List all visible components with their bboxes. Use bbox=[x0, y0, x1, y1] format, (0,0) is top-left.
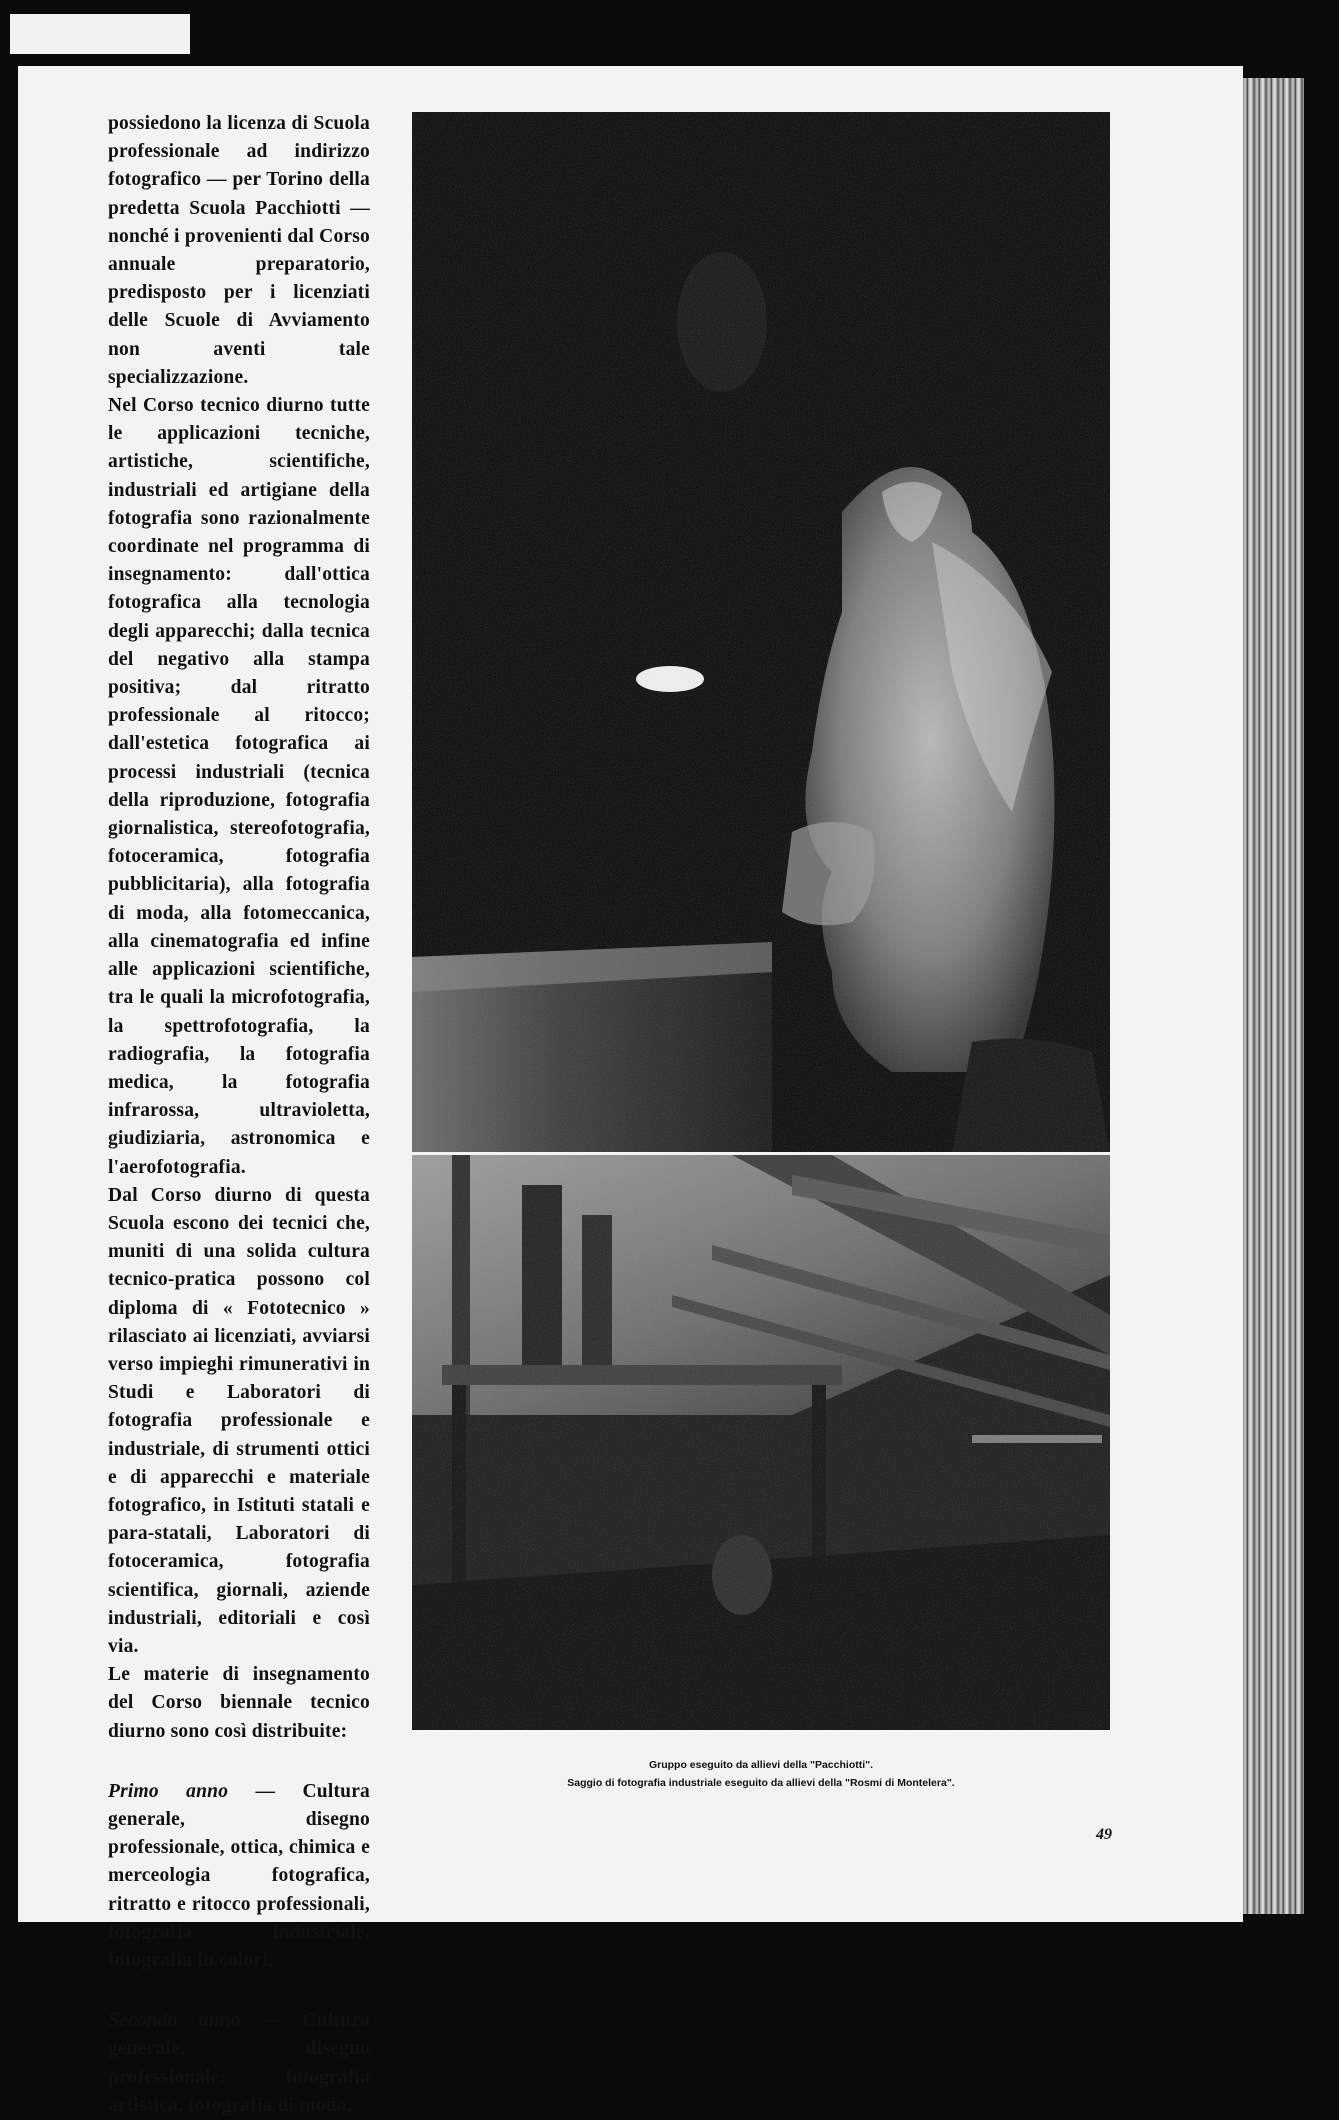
group-photo-image bbox=[412, 112, 1110, 1152]
industrial-photo-image bbox=[412, 1155, 1110, 1730]
second-year-label: Secondo anno bbox=[108, 2010, 241, 2032]
article-paragraph-3: Dal Corso diurno di questa Scuola escono dei tecnici che, muniti di una solida cultura tecnico-pratica possono col diploma di « Fototecnico » rilasciato ai licenziati, avviarsi verso impieghi rimunerativi in Studi e Laboratori di fotografia professionale e industriale, di strumenti ottici e di apparecchi e materiale fotografico, in Istituti statali e para-statali, Laboratori di fotoceramica, fotografia scientifica, giornali, aziende industriali, editoriali e così via. bbox=[108, 1184, 370, 1657]
caption-line-1: Gruppo eseguito da allievi della "Pacchiotti". bbox=[648, 1759, 874, 1771]
second-year-entry bbox=[108, 2007, 370, 2120]
article-paragraph-1: possiedono la licenza di Scuola professionale ad indirizzo fotografico — per Torino della predetta Scuola Pacchiotti — nonché i provenienti dal Corso annuale preparatorio, predisposto per i licenziati delle Scuole di Avviamento non aventi tale specializzazione. bbox=[108, 113, 370, 388]
corner-label-tab bbox=[10, 14, 190, 54]
second-year-subjects: — Cultura generale, disegno professionale, fotografia artistica, fotografia di moda, bbox=[108, 2010, 371, 2116]
caption-line-2: Saggio di fotografia industriale eseguito da allievi della "Rosmi di Montelera". bbox=[567, 1777, 955, 1789]
article-paragraph-4: Le materie di insegnamento del Corso biennale tecnico diurno sono così distribuite: bbox=[108, 1664, 370, 1742]
first-year-subjects: — Cultura generale, disegno professionale, ottica, chimica e merceologia fotografica, ritratto e ritocco professionali, fotografia industriale, fotografia in colori. bbox=[108, 1780, 370, 1971]
photo-captions bbox=[412, 1756, 1110, 1792]
industrial-photo bbox=[412, 1155, 1110, 1730]
first-year-label: Primo anno bbox=[108, 1780, 229, 1802]
first-year-entry bbox=[108, 1778, 370, 1975]
group-photo bbox=[412, 112, 1110, 1152]
article-paragraph-2: Nel Corso tecnico diurno tutte le applicazioni tecniche, artistiche, scientifiche, industriali ed artigiane della fotografia sono razionalmente coordinate nel programma di insegnamento: dall'ottica fotografica alla tecnologia degli apparecchi; dalla tecnica del negativo alla stampa positiva; dal ritratto professionale al ritocco; dall'estetica fotografica ai processi industriali (tecnica della riproduzione, fotografia giornalistica, stereofotografia, fotoceramica, fotografia pubblicitaria), alla fotografia di moda, alla fotomeccanica, alla cinematografia ed infine alle applicazioni scientifiche, tra le quali la microfotografia, la spettrofotografia, la radiografia, la fotografia medica, la fotografia infrarossa, ultravioletta, giudiziaria, astronomica e l'aerofotografia. bbox=[108, 395, 370, 1178]
article-text-column bbox=[108, 110, 370, 2120]
page-number: 49 bbox=[1096, 1826, 1112, 1843]
